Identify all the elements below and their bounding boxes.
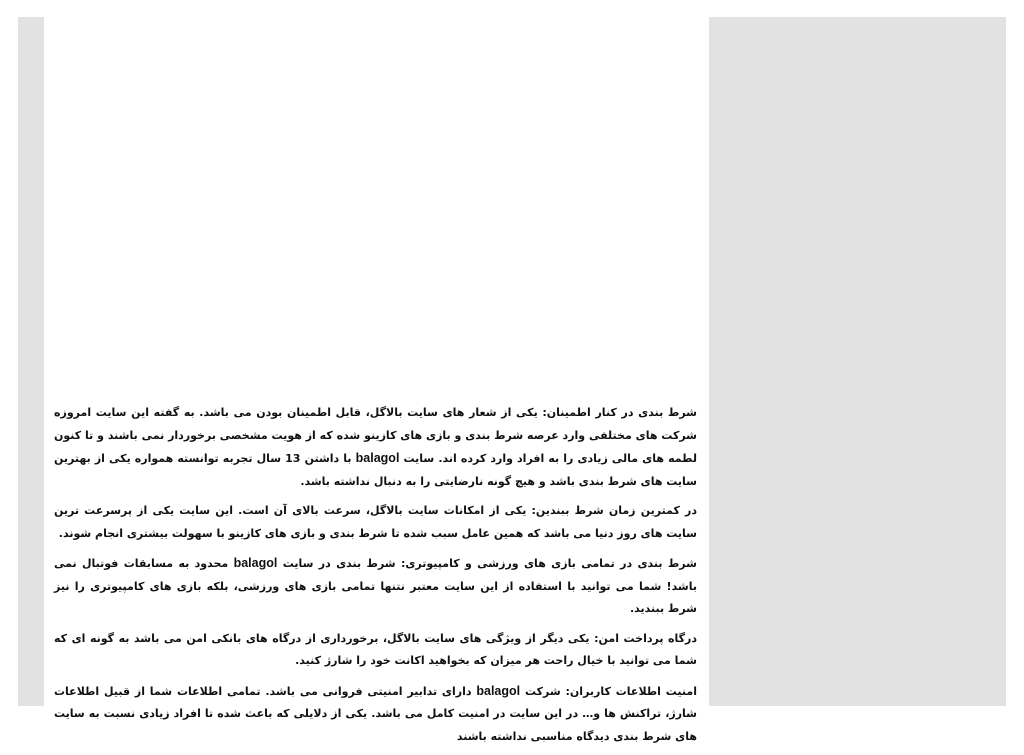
left-gutter [18, 17, 44, 706]
article-paragraph [54, 500, 697, 545]
paragraph-text: محدود به مسابقات فوتبال نمی باشد! شما می توانید با استفاده از این سایت معتبر نتنها تمامی بازی های ورزشی، بلکه بازی های کامپیوتری را نیز شرط ببندید. [54, 557, 697, 615]
brand-name: balagol [476, 683, 521, 698]
paragraph-text: درگاه پرداخت امن: یکی دیگر از ویژگی های سایت بالاگل، برخورداری از درگاه های بانکی امن می باشد به گونه ای که شما می توانید با خیال راحت هر میزان که بخواهید اکانت خود را شارژ کنید. [54, 631, 697, 667]
paragraph-text: در کمترین زمان شرط ببندین: یکی از امکانات سایت بالاگل، سرعت بالای آن است. این سایت یکی از پرسرعت ترین سایت های روز دنیا می باشد که همین عامل سبب شده تا شرط بندی و بازی های کازینو با سهولت بیشتری انجام شوند. [54, 504, 697, 540]
paragraph-text: شرط بندی در کنار اطمینان: یکی از شعار های سایت بالاگل، قابل اطمینان بودن می باشد. به گفته این سایت امروزه شرکت های مختلفی وارد عرصه شرط بندی و بازی های کازینو شده که از هویت مشخصی برخوردار نمی باشند و تا کنون لطمه های مالی زیادی را به افراد وارد کرده اند. سایت [54, 406, 697, 465]
sidebar-panel [709, 17, 1006, 706]
article-paragraph [54, 552, 697, 621]
brand-name: balagol [233, 556, 278, 570]
article-paragraph [54, 628, 697, 673]
paragraph-text: دارای تدابیر امنیتی فروانی می باشد. تمامی اطلاعات شما از قبیل اطلاعات شارژ، تراکنش ها و… در این سایت در امنیت کامل می باشد. یکی از دلایلی که باعث شده تا افراد زیادی نسبت به سایت های شرط بندی دیدگاه مناسبی نداشته باشند [54, 684, 697, 743]
article-paragraph [54, 402, 697, 493]
brand-name: balagol [355, 451, 400, 465]
paragraph-text: با داشتن 13 سال تجربه توانسته همواره یکی از بهترین سایت های شرط بندی باشد و هیچ گونه نارضایتی را به دنبال نداشته باشد. [54, 452, 697, 488]
main-content [44, 17, 709, 743]
article-paragraph [54, 680, 697, 749]
article-body [54, 402, 697, 755]
paragraph-text: شرط بندی در تمامی بازی های ورزشی و کامپیوتری: شرط بندی در سایت [282, 557, 697, 570]
paragraph-text: امنیت اطلاعات کاربران: شرکت [524, 684, 697, 698]
